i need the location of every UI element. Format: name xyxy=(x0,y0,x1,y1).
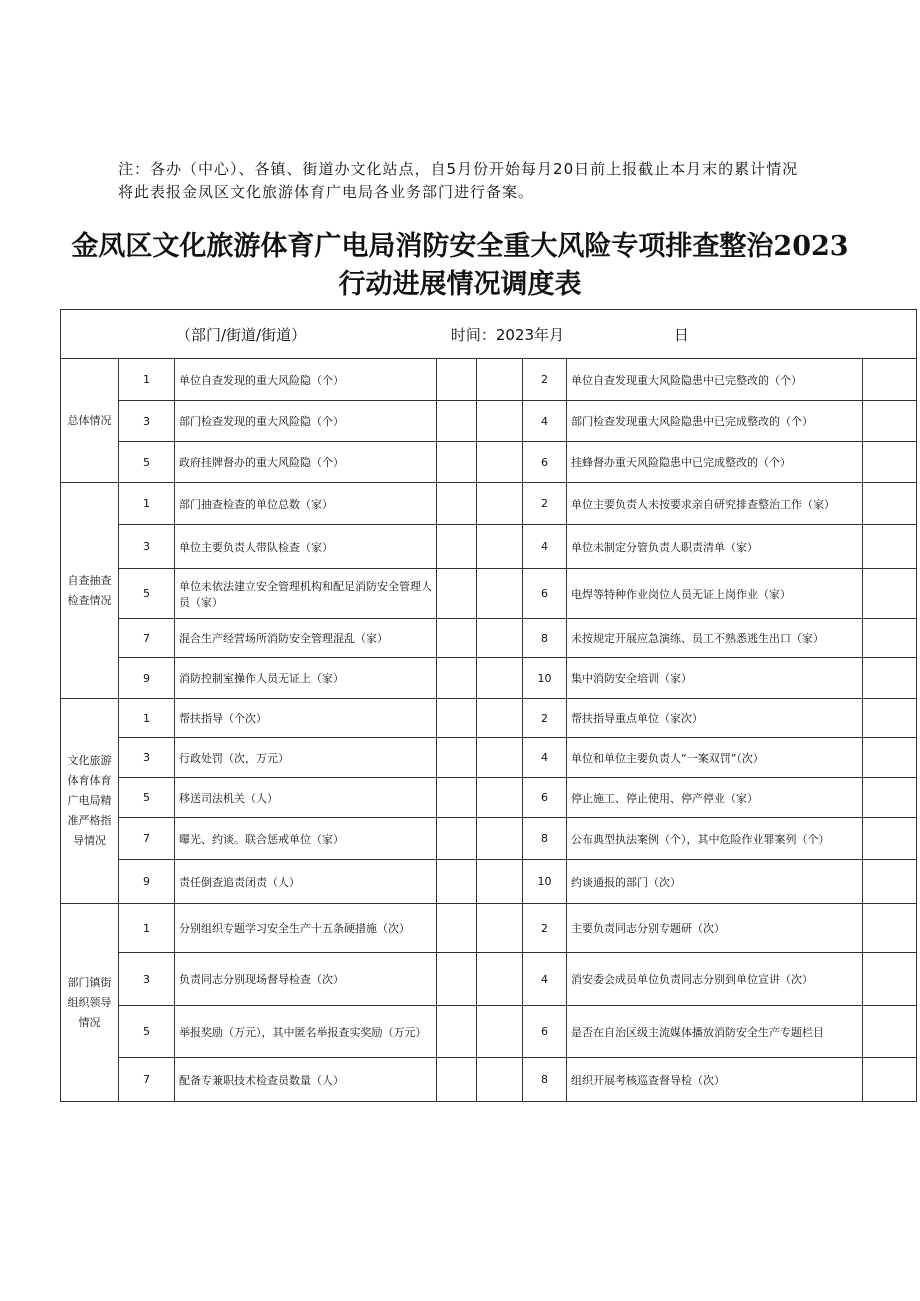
item-number-right: 4 xyxy=(523,738,567,778)
table-row xyxy=(61,738,917,778)
item-value-left[interactable] xyxy=(437,619,477,658)
table-row xyxy=(61,860,917,904)
table-row xyxy=(61,953,917,1006)
item-label-right: 未按规定开展应急演练、员工不熟悉逃生出口（家） xyxy=(567,619,863,658)
item-value-right[interactable] xyxy=(863,904,917,953)
section-category: 部门镇街组织领导情况 xyxy=(61,904,119,1102)
item-number-left: 7 xyxy=(119,619,175,658)
item-number-left: 5 xyxy=(119,569,175,619)
table-row xyxy=(61,699,917,738)
table-row xyxy=(61,525,917,569)
item-value-right[interactable] xyxy=(863,818,917,860)
item-value-left-extra[interactable] xyxy=(477,860,523,904)
item-value-right[interactable] xyxy=(863,1058,917,1102)
note xyxy=(118,158,878,204)
item-value-right[interactable] xyxy=(863,1006,917,1058)
item-label-right: 集中消防安全培训（家） xyxy=(567,658,863,699)
page-title xyxy=(40,228,880,304)
item-number-right: 8 xyxy=(523,1058,567,1102)
item-number-right: 4 xyxy=(523,953,567,1006)
header-day: 日 xyxy=(673,325,689,344)
item-number-right: 8 xyxy=(523,818,567,860)
item-number-right: 8 xyxy=(523,619,567,658)
item-number-right: 6 xyxy=(523,442,567,483)
item-number-right: 6 xyxy=(523,1006,567,1058)
item-value-left-extra[interactable] xyxy=(477,953,523,1006)
item-number-left: 9 xyxy=(119,860,175,904)
item-value-left-extra[interactable] xyxy=(477,1006,523,1058)
item-value-left[interactable] xyxy=(437,483,477,525)
item-number-left: 3 xyxy=(119,953,175,1006)
item-value-left[interactable] xyxy=(437,1058,477,1102)
section-category: 文化旅游体育体育广电局精准严格指导情况 xyxy=(61,699,119,904)
item-value-left-extra[interactable] xyxy=(477,778,523,818)
item-value-left[interactable] xyxy=(437,904,477,953)
item-number-left: 5 xyxy=(119,778,175,818)
note-line-2: 将此表报金凤区文化旅游体育广电局各业务部门进行备案。 xyxy=(118,183,535,201)
item-number-left: 5 xyxy=(119,442,175,483)
item-value-left[interactable] xyxy=(437,401,477,442)
report-table xyxy=(60,309,917,1102)
item-value-left-extra[interactable] xyxy=(477,525,523,569)
item-label-right: 帮扶指导重点单位（家次） xyxy=(567,699,863,738)
table-row xyxy=(61,442,917,483)
item-number-right: 6 xyxy=(523,569,567,619)
item-value-left-extra[interactable] xyxy=(477,483,523,525)
note-line-1: 注：各办（中心）、各镇、街道办文化站点，自5月份开始每月20日前上报截止本月末的累计情况 xyxy=(118,160,799,178)
header-row xyxy=(61,310,917,359)
item-number-right: 2 xyxy=(523,359,567,401)
item-label-right: 主要负责同志分别专题研（次） xyxy=(567,904,863,953)
item-number-left: 7 xyxy=(119,818,175,860)
item-number-left: 1 xyxy=(119,904,175,953)
item-label-left: 部门抽查检查的单位总数（家） xyxy=(175,483,437,525)
item-number-left: 1 xyxy=(119,359,175,401)
item-value-left[interactable] xyxy=(437,860,477,904)
item-value-right[interactable] xyxy=(863,699,917,738)
table-row xyxy=(61,401,917,442)
item-value-right[interactable] xyxy=(863,525,917,569)
item-label-left: 分别组织专题学习安全生产十五条硬措施（次） xyxy=(175,904,437,953)
title-line-2: 行动进展情况调度表 xyxy=(338,269,582,300)
item-number-right: 6 xyxy=(523,778,567,818)
item-value-right[interactable] xyxy=(863,483,917,525)
header-cell xyxy=(61,310,917,359)
table-row xyxy=(61,483,917,525)
item-label-left: 移送司法机关（人） xyxy=(175,778,437,818)
item-label-right: 组织开展考核巡查督导检（次） xyxy=(567,1058,863,1102)
header-dept: （部门/街道/街道） xyxy=(176,325,307,344)
table-row xyxy=(61,904,917,953)
item-label-left: 负责同志分别现场督导检查（次） xyxy=(175,953,437,1006)
item-value-left[interactable] xyxy=(437,569,477,619)
item-value-left[interactable] xyxy=(437,778,477,818)
table-row xyxy=(61,778,917,818)
item-number-left: 1 xyxy=(119,483,175,525)
item-label-left: 混合生产经营场所消防安全管理混乱（家） xyxy=(175,619,437,658)
table-row xyxy=(61,619,917,658)
item-label-right: 单位主要负责人未按要求亲自研究排查整治工作（家） xyxy=(567,483,863,525)
item-label-left: 消防控制室操作人员无证上（家） xyxy=(175,658,437,699)
item-label-right: 部门检查发现重大风险隐患中已完成整改的（个） xyxy=(567,401,863,442)
item-value-right[interactable] xyxy=(863,619,917,658)
item-value-left[interactable] xyxy=(437,359,477,401)
item-value-left[interactable] xyxy=(437,738,477,778)
table-row xyxy=(61,569,917,619)
item-number-right: 2 xyxy=(523,483,567,525)
item-label-left: 责任倒查追责闭责（人） xyxy=(175,860,437,904)
item-value-right[interactable] xyxy=(863,778,917,818)
item-number-left: 3 xyxy=(119,401,175,442)
item-label-left: 政府挂牌督办的重大风险隐（个） xyxy=(175,442,437,483)
item-number-left: 3 xyxy=(119,738,175,778)
item-value-left[interactable] xyxy=(437,699,477,738)
item-number-left: 1 xyxy=(119,699,175,738)
table-row xyxy=(61,818,917,860)
item-label-left: 单位主要负责人带队检查（家） xyxy=(175,525,437,569)
item-value-left[interactable] xyxy=(437,953,477,1006)
table-row xyxy=(61,1006,917,1058)
item-label-right: 单位未制定分管负责人职责清单（家） xyxy=(567,525,863,569)
table-row xyxy=(61,658,917,699)
item-value-left[interactable] xyxy=(437,1006,477,1058)
table-row xyxy=(61,359,917,401)
item-value-left-extra[interactable] xyxy=(477,619,523,658)
item-label-right: 约谈通报的部门（次） xyxy=(567,860,863,904)
item-number-left: 5 xyxy=(119,1006,175,1058)
item-label-right: 电焊等特种作业岗位人员无证上岗作业（家） xyxy=(567,569,863,619)
item-value-right[interactable] xyxy=(863,442,917,483)
item-label-right: 单位自查发现重大风险隐患中已完整改的（个） xyxy=(567,359,863,401)
item-label-left: 帮扶指导（个次） xyxy=(175,699,437,738)
item-value-left-extra[interactable] xyxy=(477,442,523,483)
item-label-right: 单位和单位主要负责人“一案双罚”（次） xyxy=(567,738,863,778)
item-label-right: 挂蜂督办重天风险隐患中已完成整改的（个） xyxy=(567,442,863,483)
item-value-left-extra[interactable] xyxy=(477,569,523,619)
item-number-left: 3 xyxy=(119,525,175,569)
item-number-right: 2 xyxy=(523,904,567,953)
item-label-right: 消安委会成员单位负责同志分别到单位宣讲（次） xyxy=(567,953,863,1006)
table-row xyxy=(61,1058,917,1102)
item-label-left: 配备专兼职技术检查员数量（人） xyxy=(175,1058,437,1102)
item-value-right[interactable] xyxy=(863,569,917,619)
item-value-right[interactable] xyxy=(863,953,917,1006)
item-value-left-extra[interactable] xyxy=(477,699,523,738)
item-number-right: 2 xyxy=(523,699,567,738)
item-value-left-extra[interactable] xyxy=(477,359,523,401)
item-number-right: 4 xyxy=(523,401,567,442)
item-value-left-extra[interactable] xyxy=(477,738,523,778)
header-time: 时间：2023年月 xyxy=(450,325,565,344)
item-label-right: 公布典型执法案例（个），其中危险作业罪案列（个） xyxy=(567,818,863,860)
item-value-left[interactable] xyxy=(437,525,477,569)
item-value-right[interactable] xyxy=(863,738,917,778)
item-value-left[interactable] xyxy=(437,442,477,483)
item-label-left: 部门检查发现的重大风险隐（个） xyxy=(175,401,437,442)
item-label-left: 曝光、约谈。联合惩戒单位（家） xyxy=(175,818,437,860)
item-value-left-extra[interactable] xyxy=(477,818,523,860)
item-label-left: 行政处罚（次，万元） xyxy=(175,738,437,778)
item-label-left: 单位自查发现的重大风险隐（个） xyxy=(175,359,437,401)
item-number-right: 4 xyxy=(523,525,567,569)
item-value-left-extra[interactable] xyxy=(477,401,523,442)
item-label-left: 单位未依法建立安全管理机构和配足消防安全管理人员（家） xyxy=(175,569,437,619)
item-value-left-extra[interactable] xyxy=(477,658,523,699)
item-label-left: 举报奖励（万元），其中匿名举报查实奖励（万元） xyxy=(175,1006,437,1058)
item-number-right: 10 xyxy=(523,658,567,699)
title-line-1: 金凤区文化旅游体育广电局消防安全重大风险专项排查整治2023 xyxy=(71,231,849,262)
section-category: 自查抽查检查情况 xyxy=(61,483,119,699)
item-value-left[interactable] xyxy=(437,658,477,699)
item-number-right: 10 xyxy=(523,860,567,904)
item-label-right: 停止施工、停止使用、停产停业（家） xyxy=(567,778,863,818)
item-number-left: 9 xyxy=(119,658,175,699)
item-value-left-extra[interactable] xyxy=(477,1058,523,1102)
item-value-left-extra[interactable] xyxy=(477,904,523,953)
item-value-right[interactable] xyxy=(863,359,917,401)
item-value-right[interactable] xyxy=(863,658,917,699)
item-label-right: 是否在自治区级主流媒体播放消防安全生产专题栏目 xyxy=(567,1006,863,1058)
item-value-right[interactable] xyxy=(863,401,917,442)
item-value-left[interactable] xyxy=(437,818,477,860)
item-value-right[interactable] xyxy=(863,860,917,904)
item-number-left: 7 xyxy=(119,1058,175,1102)
section-category: 总体情况 xyxy=(61,359,119,483)
